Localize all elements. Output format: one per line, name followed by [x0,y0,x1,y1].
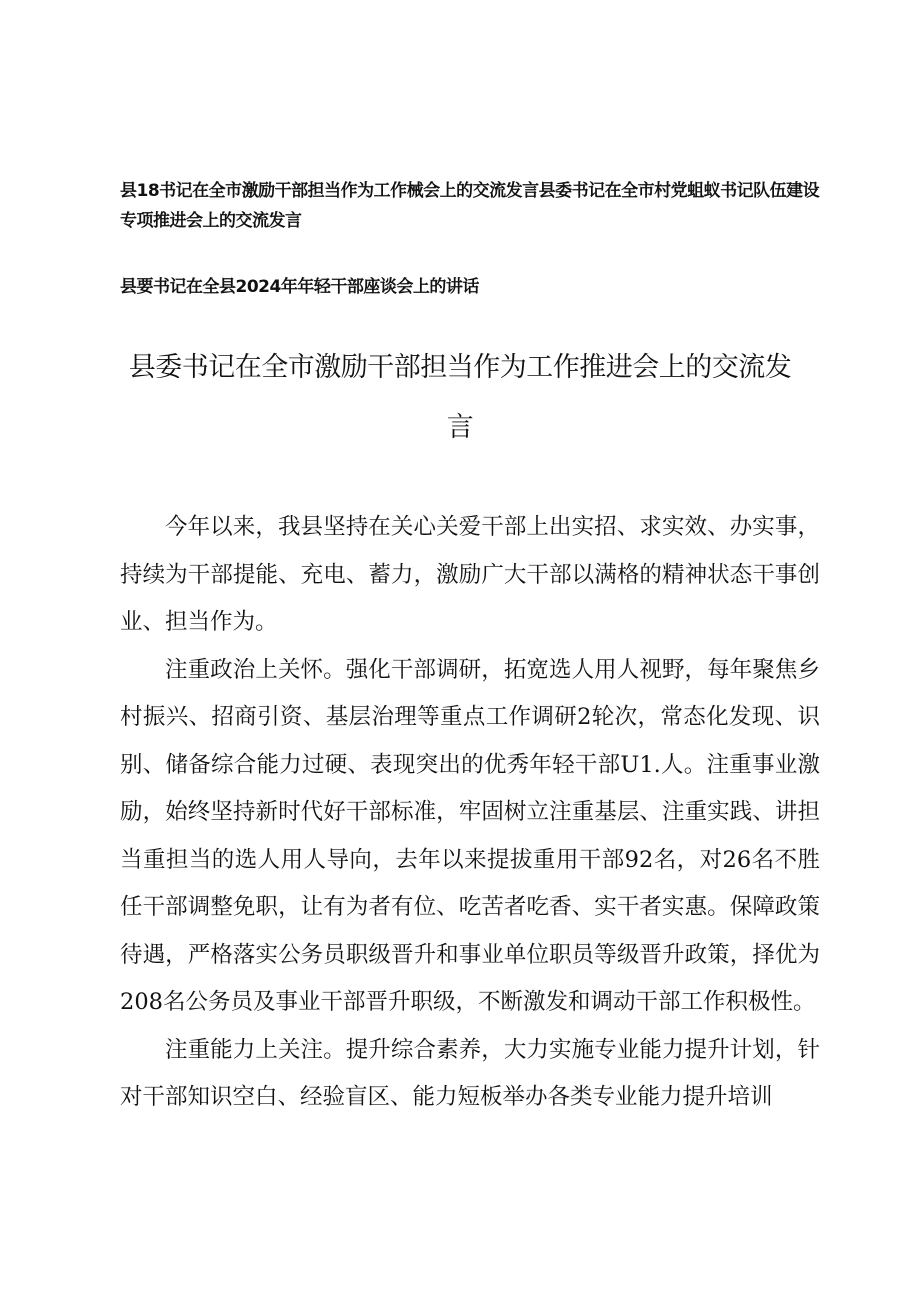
toc-entry-2: 县要书记在全县2024年年轻干部座谈会上的讲话 [120,277,479,297]
document-title: 县委书记在全市激励干部担当作为工作推进会上的交流发言 [128,352,792,443]
toc-entry-1: 县18书记在全市激励干部担当作为工作械会上的交流发言县委书记在全市村党蛆蚁书记队伍建设专项推进会上的交流发言 [120,181,820,231]
paragraph-political-care: 注重政治上关怀。强化干部调研，拓宽选人用人视野，每年聚焦乡村振兴、招商引资、基层治理等重点工作调研2轮次，常态化发现、识别、储备综合能力过硬、表现突出的优秀年轻干部U1.人。注重事业激励，始终坚持新时代好干部标准，牢固树立注重基层、注重实践、讲担当重担当的选人用人导向，去年以来提拔重用干部92名，对26名不胜任干部调整免职，让有为者有位、吃苦者吃香、实干者实惠。保障政策待遇，严格落实公务员职级晋升和事业单位职员等级晋升政策，择优为208名公务员及事业干部晋升职级，不断激发和调动干部工作积极性。 [120,656,820,1015]
document-body [120,504,820,1122]
paragraph-intro: 今年以来，我县坚持在关心关爱干部上出实招、求实效、办实事，持续为干部提能、充电、蓄力，激励广大干部以满格的精神状态干事创业、担当作为。 [120,514,820,635]
paragraph-ability-focus: 注重能力上关注。提升综合素养，大力实施专业能力提升计划，针对干部知识空白、经验盲区、能力短板举办各类专业能力提升培训 [120,1036,820,1110]
